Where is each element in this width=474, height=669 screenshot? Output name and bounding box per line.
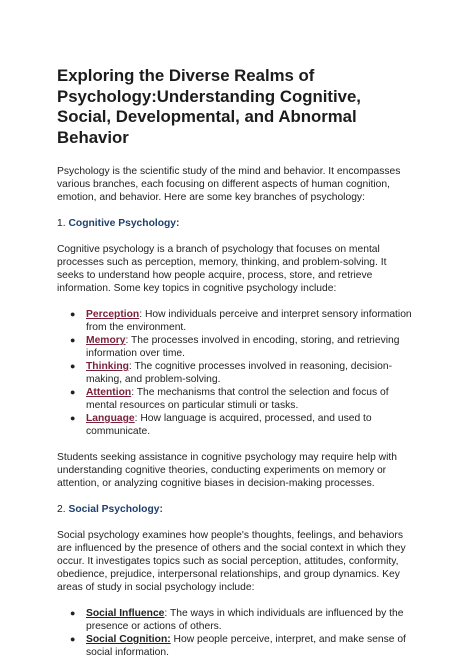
topic-link-perception[interactable]: Perception <box>86 309 140 320</box>
topic-text: : The ways in which individuals are influenced by the presence or actions of others. <box>86 608 404 632</box>
section-number: 1. <box>57 218 66 229</box>
bullet-icon: ● <box>70 634 76 644</box>
bullet-icon: ● <box>70 335 76 345</box>
list-item <box>57 386 412 412</box>
topic-text: : How individuals perceive and interpret sensory information from the environment. <box>86 309 412 333</box>
topic-text: : The cognitive processes involved in reasoning, decision-making, and problem-solving. <box>86 361 393 385</box>
document-title: Exploring the Diverse Realms of Psychology:Understanding Cognitive, Social, Developmental, and Abnormal Behavior <box>57 66 361 147</box>
section-heading-social <box>57 503 412 516</box>
bullet-icon: ● <box>70 413 76 423</box>
cognitive-description: Cognitive psychology is a branch of psychology that focuses on mental processes such as perception, memory, thinking, and problem-solving. It seeks to understand how people acquire, process, store, and retrieve information. Some key topics in cognitive psychology include: <box>57 244 387 294</box>
section-title: Social Psychology: <box>68 504 163 515</box>
topic-text: : How language is acquired, processed, and used to communicate. <box>86 413 372 437</box>
bullet-icon: ● <box>70 387 76 397</box>
topic-term-social-influence: Social Influence <box>86 608 165 619</box>
topic-term-social-cognition: Social Cognition: <box>86 634 171 645</box>
list-item <box>57 360 412 386</box>
list-item <box>57 412 412 438</box>
list-item <box>57 607 412 633</box>
bullet-icon: ● <box>70 608 76 618</box>
topic-text: : The processes involved in encoding, storing, and retrieving information over time. <box>86 335 400 359</box>
topic-text: : The mechanisms that control the selection and focus of mental resources on particular stimuli or tasks. <box>86 387 389 411</box>
intro-paragraph: Psychology is the scientific study of the mind and behavior. It encompasses various branches, each focusing on different aspects of human cognition, emotion, and behavior. Here are some key branches of psychology: <box>57 166 401 203</box>
topic-link-attention[interactable]: Attention <box>86 387 132 398</box>
list-item <box>57 633 412 659</box>
list-item <box>57 334 412 360</box>
section-heading-cognitive <box>57 217 412 230</box>
section-number: 2. <box>57 504 66 515</box>
list-item <box>57 308 412 334</box>
topic-text: How people perceive, interpret, and make sense of social information. <box>86 634 406 658</box>
bullet-icon: ● <box>70 361 76 371</box>
cognitive-topics-list <box>57 308 412 438</box>
section-title: Cognitive Psychology: <box>68 218 180 229</box>
topic-link-language[interactable]: Language <box>86 413 135 424</box>
cognitive-closing: Students seeking assistance in cognitive psychology may require help with understanding cognitive theories, conducting experiments on memory or attention, or analyzing cognitive biases in decision-making processes. <box>57 452 397 489</box>
topic-link-memory[interactable]: Memory <box>86 335 126 346</box>
bullet-icon: ● <box>70 309 76 319</box>
social-description: Social psychology examines how people's thoughts, feelings, and behaviors are influenced by the presence of others and the social context in which they occur. It investigates topics such as social perception, attitudes, conformity, obedience, prejudice, interpersonal relationships, and group dynamics. Key areas of study in social psychology include: <box>57 530 406 593</box>
social-topics-list <box>57 607 412 659</box>
topic-link-thinking[interactable]: Thinking <box>86 361 129 372</box>
